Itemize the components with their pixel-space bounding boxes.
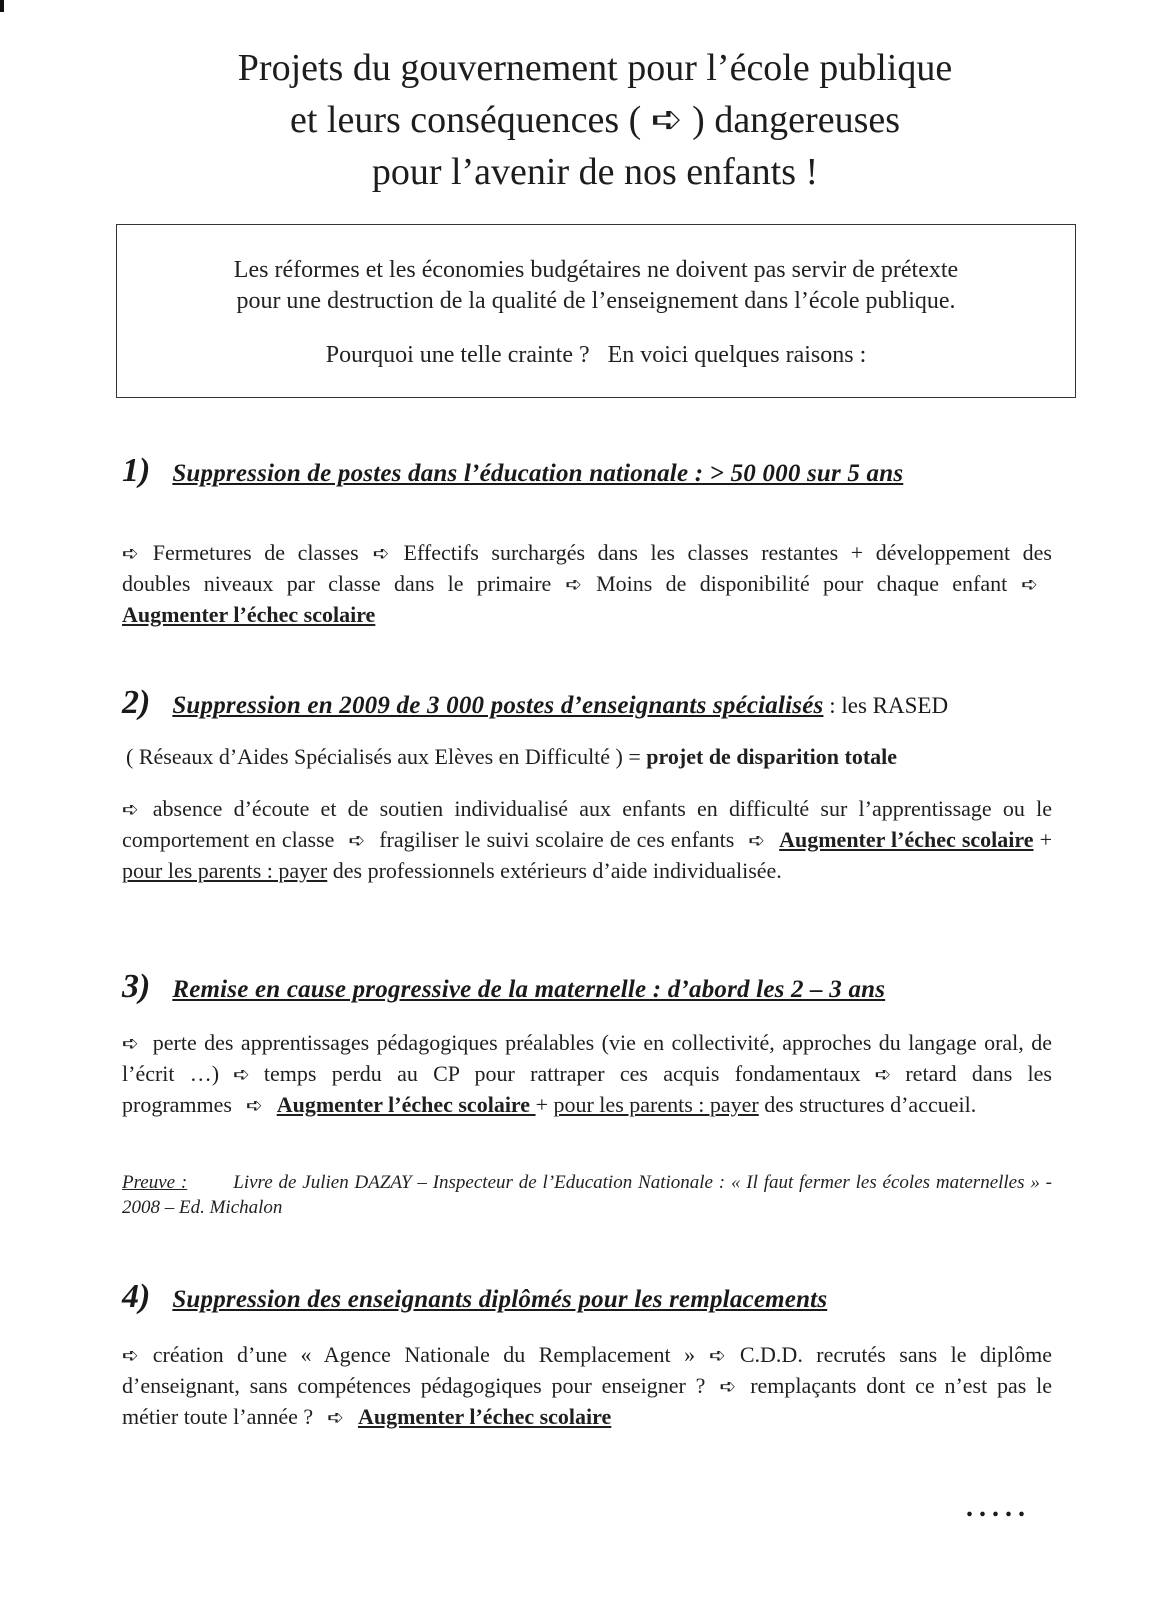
section-title: Suppression des enseignants diplômés pour les remplacements <box>172 1286 828 1313</box>
parents-pay-text: pour les parents : payer <box>553 1092 759 1117</box>
section-2-subtitle <box>126 742 1056 772</box>
intro-line-1: Les réformes et les économies budgétaires ne doivent pas servir de prétexte <box>233 257 959 283</box>
consequence-text: retard dans les programmes <box>122 1061 1052 1117</box>
section-4-heading <box>122 1278 827 1316</box>
intro-box <box>116 224 1076 398</box>
page-title <box>100 42 1090 198</box>
parents-pay-text: pour les parents : payer <box>122 858 328 883</box>
consequence-text: des professionnels extérieurs d’aide individualisée. <box>327 858 782 883</box>
arrow-icon: ➪ <box>565 574 583 596</box>
subtitle-text: ( Réseaux d’Aides Spécialisés aux Elèves en Difficulté ) = <box>126 744 647 769</box>
section-number: 4) <box>122 1278 151 1315</box>
section-title-tail: : les RASED <box>823 693 949 718</box>
consequence-text: remplaçants dont ce n’est pas le métier toute l’année ? <box>122 1373 1052 1429</box>
plus-text: + <box>535 1092 554 1117</box>
section-title: Suppression de postes dans l’éducation nationale : > 50 000 sur 5 ans <box>172 460 904 487</box>
intro-line-3 <box>117 340 1075 371</box>
section-number: 1) <box>122 452 151 489</box>
section-3-text <box>122 1028 1052 1121</box>
section-title: Suppression en 2009 de 3 000 postes d’enseignants spécialisés <box>172 692 824 719</box>
arrow-icon: ➪ <box>874 1064 892 1086</box>
arrow-icon: ➪ <box>719 1376 737 1398</box>
intro-line-2: pour une destruction de la qualité de l’enseignement dans l’école publique. <box>236 288 956 314</box>
title-line-1: Projets du gouvernement pour l’école publique <box>237 47 953 89</box>
consequence-text: perte des apprentissages pédagogiques préalables (vie en collectivité, approches du langage oral, de l’écrit …) <box>122 1030 1052 1086</box>
arrow-icon: ➪ <box>709 1345 726 1367</box>
arrow-icon: ➪ <box>122 1033 139 1055</box>
continuation-dots: ..... <box>966 1492 1031 1523</box>
conclusion-text: Augmenter l’échec scolaire <box>779 827 1034 852</box>
arrow-icon: ➪ <box>748 830 766 852</box>
section-2-heading <box>122 684 948 722</box>
arrow-icon: ➪ <box>327 1407 344 1429</box>
consequence-text: temps perdu au CP pour rattraper ces acquis fondamentaux <box>263 1061 861 1086</box>
conclusion-text: Augmenter l’échec scolaire <box>122 602 376 627</box>
consequence-text: création d’une « Agence Nationale du Remplacement » <box>152 1342 696 1367</box>
consequence-text: Fermetures de classes <box>152 540 359 565</box>
conclusion-text: Augmenter l’échec scolaire <box>276 1092 536 1117</box>
section-number: 3) <box>122 968 151 1005</box>
intro-answer: En voici quelques raisons : <box>607 342 867 368</box>
consequence-text: absence d’écoute et de soutien individualisé aux enfants en difficulté sur l’apprentissage ou le comportement en classe <box>122 796 1052 852</box>
consequence-text: des structures d’accueil. <box>758 1092 977 1117</box>
section-1-text <box>122 538 1052 630</box>
section-4-text <box>122 1340 1052 1433</box>
consequence-text: Effectifs surchargés dans les classes restantes + développement des doubles niveaux par classe dans le primaire <box>122 540 1052 596</box>
arrow-icon: ➪ <box>372 543 390 565</box>
title-line-3: pour l’avenir de nos enfants ! <box>371 151 819 193</box>
section-3-heading <box>122 968 885 1006</box>
arrow-icon: ➪ <box>1021 574 1039 596</box>
plus-text: + <box>1033 827 1052 852</box>
proof-label: Preuve : <box>122 1172 188 1193</box>
subtitle-bold-text: projet de disparition totale <box>646 744 898 769</box>
proof-text: Livre de Julien DAZAY – Inspecteur de l’Education Nationale : « Il faut fermer les écoles maternelles » - 2008 – Ed. Michalon <box>122 1172 1053 1218</box>
intro-question: Pourquoi une telle crainte ? <box>325 342 590 368</box>
consequence-text: C.D.D. recrutés sans le diplôme d’enseignant, sans compétences pédagogiques pour enseigner ? <box>122 1342 1053 1398</box>
arrow-icon: ➪ <box>245 1095 263 1117</box>
scan-mark <box>0 0 4 12</box>
section-1-heading <box>122 452 903 490</box>
conclusion-text: Augmenter l’échec scolaire <box>357 1404 612 1429</box>
arrow-icon: ➪ <box>233 1064 250 1086</box>
arrow-icon: ➪ <box>348 830 366 852</box>
section-3-proof <box>122 1170 1052 1220</box>
arrow-icon: ➪ <box>122 799 139 821</box>
consequence-text: Moins de disponibilité pour chaque enfant <box>596 571 1008 596</box>
arrow-icon: ➪ <box>122 543 139 565</box>
arrow-icon: ➪ <box>122 1345 139 1367</box>
section-number: 2) <box>122 684 151 721</box>
consequence-text: fragiliser le suivi scolaire de ces enfants <box>379 827 735 852</box>
section-2-text <box>122 794 1052 886</box>
section-title: Remise en cause progressive de la maternelle : d’abord les 2 – 3 ans <box>172 976 886 1003</box>
title-line-2: et leurs conséquences ( ➪ ) dangereuses <box>289 99 901 141</box>
